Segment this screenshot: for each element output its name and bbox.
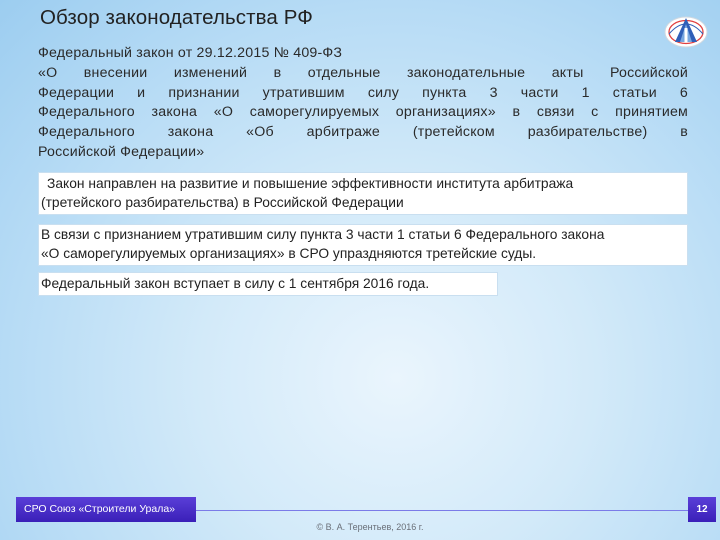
footer-organization-label: СРО Союз «Строители Урала»: [16, 497, 196, 522]
purpose-card: [38, 172, 688, 215]
abolition-text-line: В связи с признанием утратившим силу пункта 3 части 1 статьи 6 Федерального закона: [41, 226, 605, 242]
main-content: [38, 44, 688, 296]
copyright-text: © В. А. Терентьев, 2016 г.: [316, 522, 424, 532]
purpose-text-line: Закон направлен на развитие и повышение эффективности института арбитража: [47, 175, 574, 191]
law-title-line: Федерального закона «Об арбитраже (третейском разбирательстве) в: [38, 124, 688, 141]
law-title-line: Федерального закона «О саморегулируемых организациях» в связи с принятием: [38, 104, 688, 121]
footer-divider: [196, 510, 688, 511]
purpose-text-line: (третейского разбирательства) в Российской Федерации: [41, 194, 404, 210]
effective-date-text: Федеральный закон вступает в силу с 1 сентября 2016 года.: [41, 275, 430, 291]
abolition-text-line: «О саморегулируемых организациях» в СРО упраздняются третейские суды.: [41, 245, 537, 261]
law-title-line: Федеральный закон от 29.12.2015 № 409-ФЗ: [38, 45, 343, 61]
effective-date-card: [38, 272, 498, 296]
page-number: 12: [688, 497, 716, 522]
law-title-line: Федерации и признании утратившим силу пункта 3 части 1 статьи 6: [38, 84, 688, 101]
abolition-card: [38, 224, 688, 266]
law-title: [38, 44, 688, 163]
page-title: Обзор законодательства РФ: [40, 6, 313, 29]
law-title-line: Российской Федерации»: [38, 143, 205, 160]
law-title-line: «О внесении изменений в отдельные законодательные акты Российской: [38, 64, 688, 81]
